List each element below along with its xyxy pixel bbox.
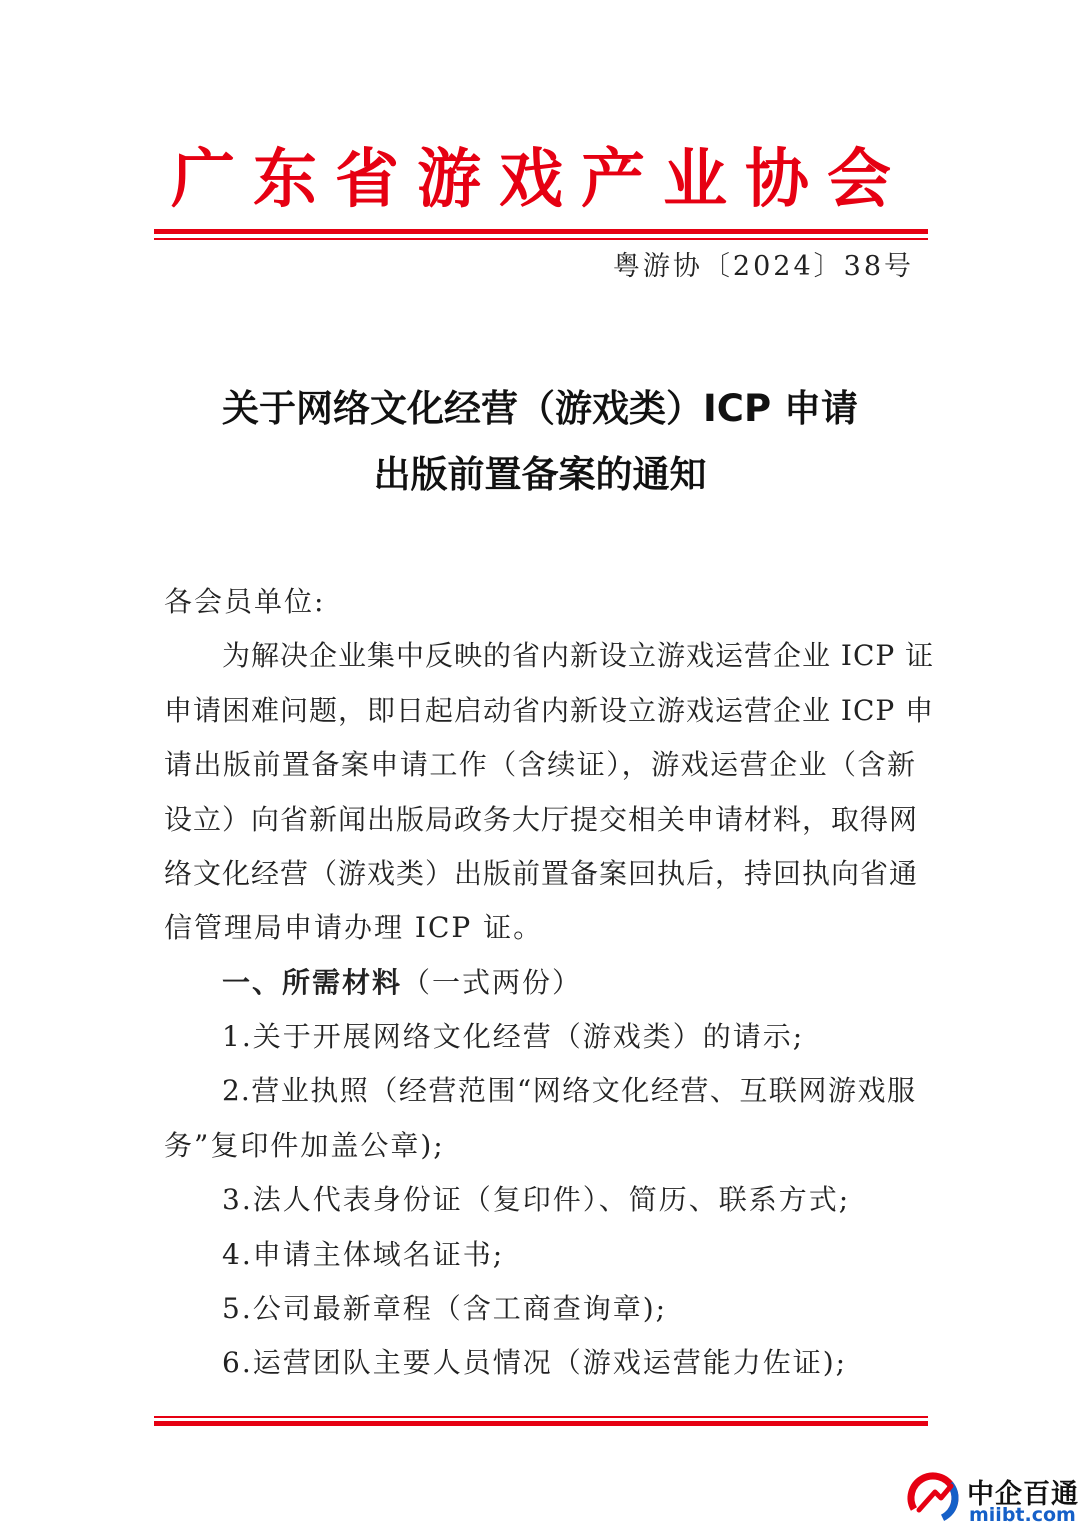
header-red-rule-thin: [154, 238, 928, 240]
miibt-logo-icon: [905, 1470, 961, 1526]
list-item: 1.关于开展网络文化经营（游戏类）的请示;: [222, 1020, 805, 1053]
watermark-name: 中企百通: [967, 1479, 1079, 1510]
organization-title: 广东省游戏产业协会: [171, 143, 909, 217]
intro-line-5: 络文化经营（游戏类）出版前置备案回执后，持回执向省通: [164, 857, 919, 890]
list-item: 6.运营团队主要人员情况（游戏运营能力佐证);: [222, 1346, 848, 1379]
watermark-url: miibt.com: [969, 1504, 1076, 1526]
section-1-heading-strong: 一、所需材料: [222, 966, 403, 999]
footer-red-rule-thin: [154, 1416, 928, 1418]
list-item: 5.公司最新章程（含工商查询章);: [222, 1292, 668, 1325]
intro-line-4: 设立）向省新闻出版局政务大厅提交相关申请材料，取得网: [164, 803, 919, 836]
salutation: 各会员单位:: [164, 585, 326, 618]
list-item: 3.法人代表身份证（复印件）、简历、联系方式;: [222, 1183, 851, 1216]
intro-line-2: 申请困难问题，即日起启动省内新设立游戏运营企业 ICP 申: [164, 694, 935, 727]
notice-title-line-1: 关于网络文化经营（游戏类）ICP 申请: [222, 387, 858, 430]
notice-title-line-2: 出版前置备案的通知: [373, 453, 707, 496]
header-red-rule-thick: [154, 229, 928, 234]
intro-line-1: 为解决企业集中反映的省内新设立游戏运营企业 ICP 证: [222, 639, 935, 672]
section-1-heading: [222, 961, 582, 1001]
list-item-continuation: 务”复印件加盖公章);: [164, 1129, 445, 1162]
intro-line-3: 请出版前置备案申请工作（含续证），游戏运营企业（含新: [164, 748, 916, 781]
document-number: 粤游协〔2024〕38号: [612, 251, 914, 282]
watermark: [905, 1468, 1080, 1527]
footer-red-rule-thick: [154, 1421, 928, 1426]
list-item: 2.营业执照（经营范围“网络文化经营、互联网游戏服: [222, 1074, 916, 1107]
intro-line-6: 信管理局申请办理 ICP 证。: [164, 911, 544, 944]
list-item: 4.申请主体域名证书;: [222, 1238, 505, 1271]
section-1-heading-note: （一式两份）: [402, 966, 583, 999]
